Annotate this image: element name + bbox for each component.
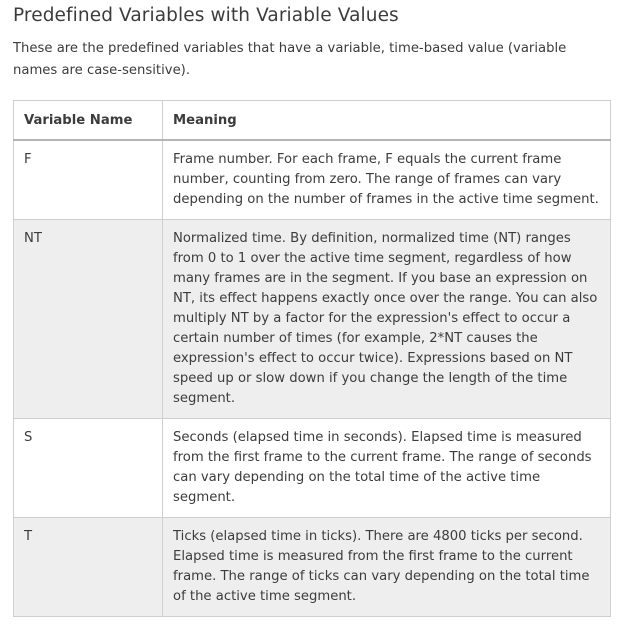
section-heading: Predefined Variables with Variable Values [13,5,399,26]
meaning-cell: Normalized time. By definition, normalized time (NT) ranges from 0 to 1 over the active time segment, regardless of how many frames are in the segment. If you base an expression on NT, its effect happens exactly once over the range. You can also multiply NT by a factor for the expression's effect to occur a certain number of times (for example, 2*NT causes the expression's effect to occur twice). Expressions based on NT speed up or slow down if you change the length of the time segment. [163,220,611,419]
variable-name-cell: S [14,419,163,518]
meaning-cell: Frame number. For each frame, F equals the current frame number, counting from zero. The range of frames can vary depending on the number of frames in the active time segment. [163,140,611,220]
table-row [14,419,611,518]
table-row [14,220,611,419]
variable-name-cell: F [14,140,163,220]
table-row [14,140,611,220]
variable-name-cell: T [14,518,163,617]
table-row [14,518,611,617]
meaning-cell: Seconds (elapsed time in seconds). Elapsed time is measured from the first frame to the current frame. The range of seconds can vary depending on the total time of the active time segment. [163,419,611,518]
variables-table [13,100,611,617]
meaning-cell: Ticks (elapsed time in ticks). There are 4800 ticks per second. Elapsed time is measured from the first frame to the current frame. The range of ticks can vary depending on the total time of the active time segment. [163,518,611,617]
table-header-row [14,101,611,141]
variable-name-cell: NT [14,220,163,419]
column-header-meaning: Meaning [163,101,611,141]
intro-paragraph: These are the predefined variables that have a variable, time-based value (variable names are case-sensitive). [13,41,567,78]
column-header-variable-name: Variable Name [14,101,163,141]
